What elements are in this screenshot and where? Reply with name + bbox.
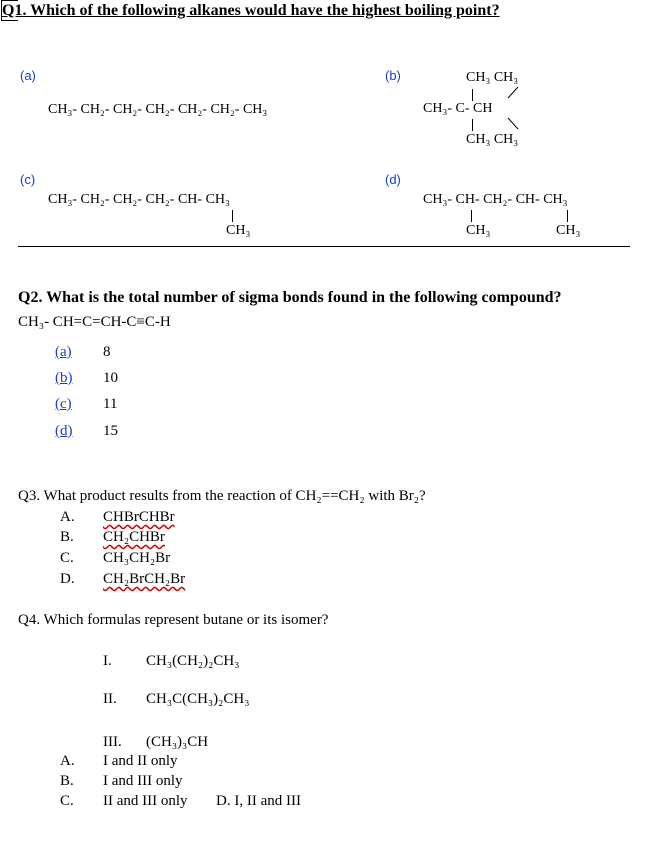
- q1-divider: [18, 246, 630, 247]
- q2-option-b-value: 10: [103, 370, 118, 386]
- q3-option-b-value: CH₂CHBr: [103, 529, 165, 545]
- q4-option-a-label: A.: [60, 753, 75, 769]
- q1-option-b-bond-upright: [506, 86, 520, 100]
- q1-option-c-formula: CH₃- CH₂- CH₂- CH₂- CH- CH₃: [48, 192, 230, 207]
- q4-option-c-label: C.: [60, 793, 74, 809]
- q3-option-b-label: B.: [60, 529, 74, 545]
- q1-option-d-label: (d): [385, 172, 401, 187]
- q1-option-c-label: (c): [20, 172, 36, 187]
- q3-question: Q3. What product results from the reaction of CH₂==CH₂ with Br₂?: [18, 488, 426, 504]
- q4-item-3-value: (CH₃)₃CH: [146, 734, 209, 750]
- q4-item-1-value: CH₃(CH₂)₂CH₃: [146, 653, 240, 669]
- q1-option-d-bond-1: [471, 210, 472, 222]
- q4-option-b-value: I and III only: [103, 773, 183, 789]
- q4-option-b-label: B.: [60, 773, 74, 789]
- q2-option-c-label[interactable]: (c): [55, 396, 72, 412]
- q1-option-b-main: CH₃- C- CH: [423, 101, 493, 116]
- q4-option-c-value: II and III only: [103, 793, 188, 809]
- q4-item-2-label: II.: [103, 691, 117, 707]
- q4-item-2-value: CH₃C(CH₃)₂CH₃: [146, 691, 250, 707]
- q3-option-c-label: C.: [60, 550, 74, 566]
- q4-item-1-label: I.: [103, 653, 112, 669]
- q1-option-b-bond-downright: [506, 117, 520, 131]
- q1-option-d-branch-1: CH₃: [466, 223, 491, 238]
- q3-option-a-label: A.: [60, 509, 75, 525]
- q3-option-d-label: D.: [60, 571, 75, 587]
- q2-option-d-label[interactable]: (d): [55, 423, 73, 439]
- q1-option-b-top: CH₃ CH₃: [466, 70, 519, 85]
- q2-title: Q2. What is the total number of sigma bonds found in the following compound?: [18, 289, 562, 306]
- q1-option-b-bottom: CH₃ CH₃: [466, 132, 519, 147]
- q4-item-3-label: III.: [103, 734, 122, 750]
- q1-option-c-branch: CH₃: [226, 223, 251, 238]
- q1-option-d-branch-2: CH₃: [556, 223, 581, 238]
- q1-option-a-label: (a): [20, 68, 36, 83]
- q1-option-b-bond-down: [472, 119, 473, 131]
- q1-option-b-bond-up: [472, 89, 473, 101]
- q1-option-c-bond: [232, 210, 233, 222]
- q2-option-a-value: 8: [103, 344, 111, 360]
- q2-option-a-label[interactable]: (a): [55, 344, 72, 360]
- q3-option-a-value: CHBrCHBr: [103, 509, 175, 525]
- q1-option-b-label: (b): [385, 68, 401, 83]
- q1-option-d-formula: CH₃- CH- CH₂- CH- CH₃: [423, 192, 568, 207]
- q2-formula: CH₃- CH=C=CH-C≡C-H: [18, 314, 171, 330]
- q2-option-b-label[interactable]: (b): [55, 370, 73, 386]
- q3-option-c-value: CH₃CH₂Br: [103, 550, 171, 566]
- q1-option-a-formula: CH₃- CH₂- CH₂- CH₂- CH₂- CH₂- CH₃: [48, 102, 268, 117]
- q1-title: Q1. Which of the following alkanes would have the highest boiling point?: [2, 2, 500, 19]
- q3-option-d-value: CH₂BrCH₂Br: [103, 571, 186, 587]
- q2-option-d-value: 15: [103, 423, 118, 439]
- q1-option-d-bond-2: [567, 210, 568, 222]
- q2-option-c-value: 11: [103, 396, 118, 412]
- q4-option-a-value: I and II only: [103, 753, 178, 769]
- q4-question: Q4. Which formulas represent butane or its isomer?: [18, 612, 329, 628]
- q4-option-d-value: D. I, II and III: [216, 793, 301, 809]
